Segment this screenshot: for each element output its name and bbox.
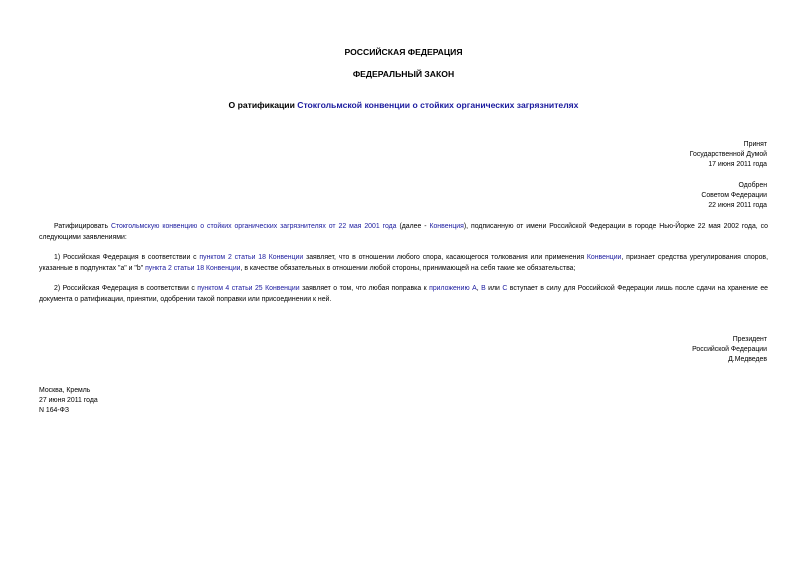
convention-link[interactable]: Стокгольмскую конвенцию о стойких органических загрязнителях от 22 мая 2001 года (110, 223, 397, 230)
p3-text-5: вступает в силу для Российской Федерации лишь после сдачи на хранение ее документа о ратификации, принятии, одобрении такой поправки или присоединении к ней. (39, 285, 768, 303)
convention-short-link[interactable]: Конвенция (429, 223, 464, 230)
footer-block (39, 386, 98, 416)
signatory-name: Д.Медведев (728, 356, 767, 363)
p2-text-4: , в качестве обязательных в отношении любой стороны, принимающей на себя такие же обязательства; (240, 264, 576, 272)
signing-place: Москва, Кремль (39, 387, 91, 394)
country-heading: РОССИЙСКАЯ ФЕДЕРАЦИЯ (344, 47, 463, 57)
annex-c-link[interactable]: С (502, 285, 508, 292)
statement-2-paragraph (39, 284, 768, 305)
p1-text-1: Ратифицировать (54, 223, 111, 230)
law-title (0, 100, 807, 110)
signing-date: 27 июня 2011 года (39, 397, 98, 404)
p3-text-2: заявляет о том, что любая поправка к (299, 285, 430, 292)
p2-text-3: , признает средства урегулирования споров, указанные в подпунктах "а" и "b" (39, 254, 768, 272)
article-25-4-link[interactable]: пунктом 4 статьи 25 Конвенции (197, 285, 300, 292)
p2-text-1: 1) Российская Федерация в соответствии с (54, 254, 200, 261)
p2-text-2: заявляет, что в отношении любого спора, касающегося толкования или применения (303, 254, 587, 261)
convention-link-2[interactable]: Конвенции (586, 254, 622, 261)
doc-type-heading: ФЕДЕРАЛЬНЫЙ ЗАКОН (352, 69, 455, 79)
approved-label: Одобрен (738, 182, 767, 189)
article-18-2-link-2[interactable]: пункта 2 статьи 18 Конвенции (145, 264, 241, 272)
adopted-body: Государственной Думой (689, 151, 767, 158)
p3-text-4: или (485, 285, 503, 292)
convention-title-link[interactable]: Стокгольмской конвенции о стойких органических загрязнителях (297, 100, 579, 110)
adopted-date: 17 июня 2011 года (708, 161, 767, 168)
signatory-title: Президент (732, 336, 767, 343)
ratify-paragraph (39, 222, 768, 243)
annex-a-link[interactable]: приложению А (429, 285, 477, 292)
approved-block (701, 181, 767, 211)
p3-text-3: , (476, 285, 482, 292)
p3-text-1: 2) Российская Федерация в соответствии с (54, 285, 198, 292)
article-18-2-link[interactable]: пунктом 2 статьи 18 Конвенции (199, 254, 304, 261)
p1-text-3: ), подписанную от имени Российской Федерации в городе Нью-Йорке 22 мая 2002 года, со следующими заявлениями: (39, 223, 768, 241)
annex-b-link[interactable]: В (481, 285, 486, 292)
p1-text-2: (далее - (396, 223, 430, 230)
adopted-label: Принят (743, 141, 767, 148)
signatory-country: Российской Федерации (692, 346, 767, 353)
approved-date: 22 июня 2011 года (708, 202, 767, 209)
title-prefix: О ратификации (228, 100, 298, 110)
signature-block (692, 335, 767, 365)
law-number: N 164-ФЗ (39, 407, 70, 414)
statement-1-paragraph (39, 253, 768, 274)
approved-body: Советом Федерации (701, 192, 767, 199)
adopted-block (690, 140, 767, 170)
